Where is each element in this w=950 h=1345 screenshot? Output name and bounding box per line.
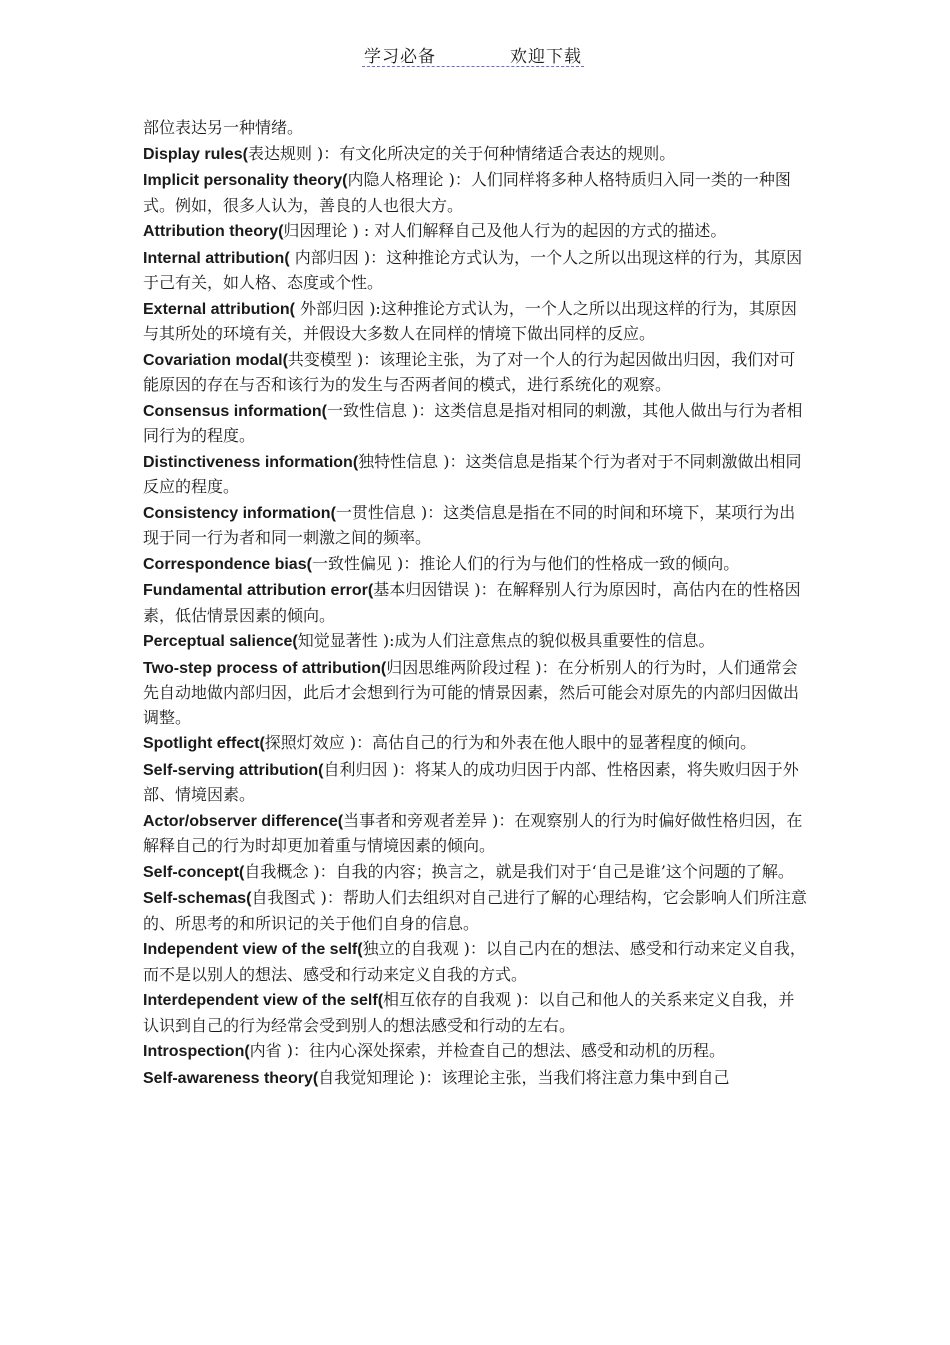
- glossary-entry: [143, 297, 808, 347]
- entry-definition: 内省 )：往内心深处探索，并检查自己的想法、感受和动机的历程。: [249, 1041, 726, 1060]
- glossary-entry: [143, 629, 808, 655]
- glossary-entry: [143, 399, 808, 449]
- entry-definition: 内部归因 )：这种推论方式认为，一个人之所以出现这样的行为，其原因于己有关，如人格、态度或个性。: [143, 247, 803, 292]
- entry-definition: 探照灯效应 )：高估自己的行为和外表在他人眼中的显著程度的倾向。: [264, 733, 757, 752]
- entry-definition: 归因思维两阶段过程 )：在分析别人的行为时，人们通常会先自动地做内部归因，此后才会想到行为可能的情景因素，然后可能会对原先的内部归因做出调整。: [143, 657, 800, 727]
- glossary-entry: [143, 731, 808, 757]
- entry-definition: 一致性信息 )：这类信息是指对相同的刺激，其他人做出与行为者相同行为的程度。: [143, 400, 803, 445]
- entry-term: Display rules(: [143, 145, 248, 163]
- entry-term: Perceptual salience(: [143, 633, 298, 650]
- entry-term: Spotlight effect(: [143, 735, 265, 752]
- entry-term: Interdependent view of the self(: [143, 992, 384, 1009]
- entry-term: Distinctiveness information(: [143, 453, 359, 471]
- glossary-entry: [143, 1066, 808, 1092]
- glossary-entry: [143, 501, 808, 551]
- glossary-entry: [143, 578, 808, 628]
- entry-definition: 自我觉知理论 )：该理论主张，当我们将注意力集中到自己: [318, 1067, 730, 1087]
- entry-definition: 知觉显著性 ):成为人们注意焦点的貌似极具重要性的信息。: [297, 631, 715, 650]
- glossary-entry: [143, 142, 808, 168]
- entry-term: Attribution theory(: [143, 223, 284, 240]
- entry-definition: 基本归因错误 )：在解释别人行为原因时，高估内在的性格因素，低估情景因素的倾向。: [143, 580, 801, 625]
- glossary-entry: [143, 860, 808, 886]
- entry-definition: 自利归因 )：将某人的成功归因于内部、性格因素，将失败归因于外部、情境因素。: [143, 759, 799, 804]
- entry-term: Correspondence bias(: [143, 555, 312, 573]
- entry-definition: 内隐人格理论 )：人们同样将多种人格特质归入同一类的一种图式。例如，很多人认为，善良的人也很大方。: [143, 170, 791, 215]
- entry-definition: 独立的自我观 )：以自己内在的想法、感受和行动来定义自我，而不是以别人的想法、感受和行动来定义自我的方式。: [143, 939, 806, 984]
- entry-definition: 归因理论 ) : 对人们解释自己及他人行为的起因的方式的描述。: [283, 221, 727, 240]
- glossary-entry: [143, 656, 808, 731]
- entry-term: Introspection(: [143, 1043, 250, 1060]
- entry-definition: 共变模型 )：该理论主张，为了对一个人的行为起因做出归因，我们对可能原因的存在与否和该行为的发生与否两者间的模式，进行系统化的观察。: [143, 349, 796, 394]
- entry-term: Independent view of the self(: [143, 941, 363, 958]
- glossary-entry: [143, 450, 808, 500]
- entry-definition: 自我概念 )：自我的内容；换言之，就是我们对于‘自己是谁’这个问题的了解。: [244, 861, 794, 881]
- entry-term: Fundamental attribution error(: [143, 582, 374, 599]
- intro-text: 部位表达另一种情绪。: [143, 118, 304, 137]
- entry-definition: 外部归因 ):这种推论方式认为，一个人之所以出现这样的行为，其原因与其所处的环境有关，并假设大多数人在同样的情境下做出同样的反应。: [143, 298, 797, 343]
- entry-term: Self-awareness theory(: [143, 1069, 319, 1087]
- entry-definition: 一致性偏见 )：推论人们的行为与他们的性格成一致的倾向。: [311, 553, 740, 573]
- header-right-text: 欢迎下载: [510, 47, 582, 67]
- entry-term: Implicit personality theory(: [143, 172, 348, 189]
- glossary-entry: [143, 1039, 808, 1065]
- intro-line: [143, 116, 808, 141]
- entry-definition: 表达规则 )：有文化所决定的关于何种情绪适合表达的规则。: [247, 143, 676, 163]
- glossary-entry: [143, 219, 808, 245]
- entry-term: Self-serving attribution(: [143, 761, 324, 779]
- entry-term: Actor/observer difference(: [143, 812, 344, 830]
- glossary-entry: [143, 168, 808, 218]
- glossary-entry: [143, 552, 808, 578]
- entry-term: External attribution(: [143, 300, 296, 318]
- glossary-entry: [143, 348, 808, 398]
- entry-term: Consensus information(: [143, 402, 328, 420]
- entry-term: Consistency information(: [143, 504, 336, 522]
- glossary-entry: [143, 886, 808, 936]
- glossary-entry: [143, 246, 808, 296]
- entry-term: Self-concept(: [143, 863, 245, 881]
- entry-definition: 相互依存的自我观 )：以自己和他人的关系来定义自我，并认识到自己的行为经常会受到别人的想法感受和行动的左右。: [143, 990, 795, 1035]
- glossary-entry: [143, 988, 808, 1038]
- glossary-body: [143, 116, 808, 1092]
- glossary-entry: [143, 937, 808, 987]
- entry-term: Internal attribution(: [143, 249, 290, 267]
- entry-definition: 自我图式 )：帮助人们去组织对自己进行了解的心理结构，它会影响人们所注意的、所思考的和所识记的关于他们自身的信息。: [143, 888, 807, 933]
- entry-definition: 当事者和旁观者差异 )：在观察别人的行为时偏好做性格归因，在解释自己的行为时却更加着重与情境因素的倾向。: [143, 810, 803, 855]
- glossary-entry: [143, 809, 808, 859]
- entry-definition: 独特性信息 )：这类信息是指某个行为者对于不同刺激做出相同反应的程度。: [143, 451, 802, 496]
- entry-term: Covariation modal(: [143, 351, 288, 369]
- header-left-text: 学习必备: [364, 47, 436, 67]
- entry-term: Two-step process of attribution(: [143, 659, 387, 677]
- entry-definition: 一贯性信息 )：这类信息是指在不同的时间和环境下，某项行为出现于同一行为者和同一刺激之间的频率。: [143, 502, 796, 547]
- entry-term: Self-schemas(: [143, 890, 252, 907]
- page-header: [362, 40, 584, 67]
- glossary-entry: [143, 758, 808, 808]
